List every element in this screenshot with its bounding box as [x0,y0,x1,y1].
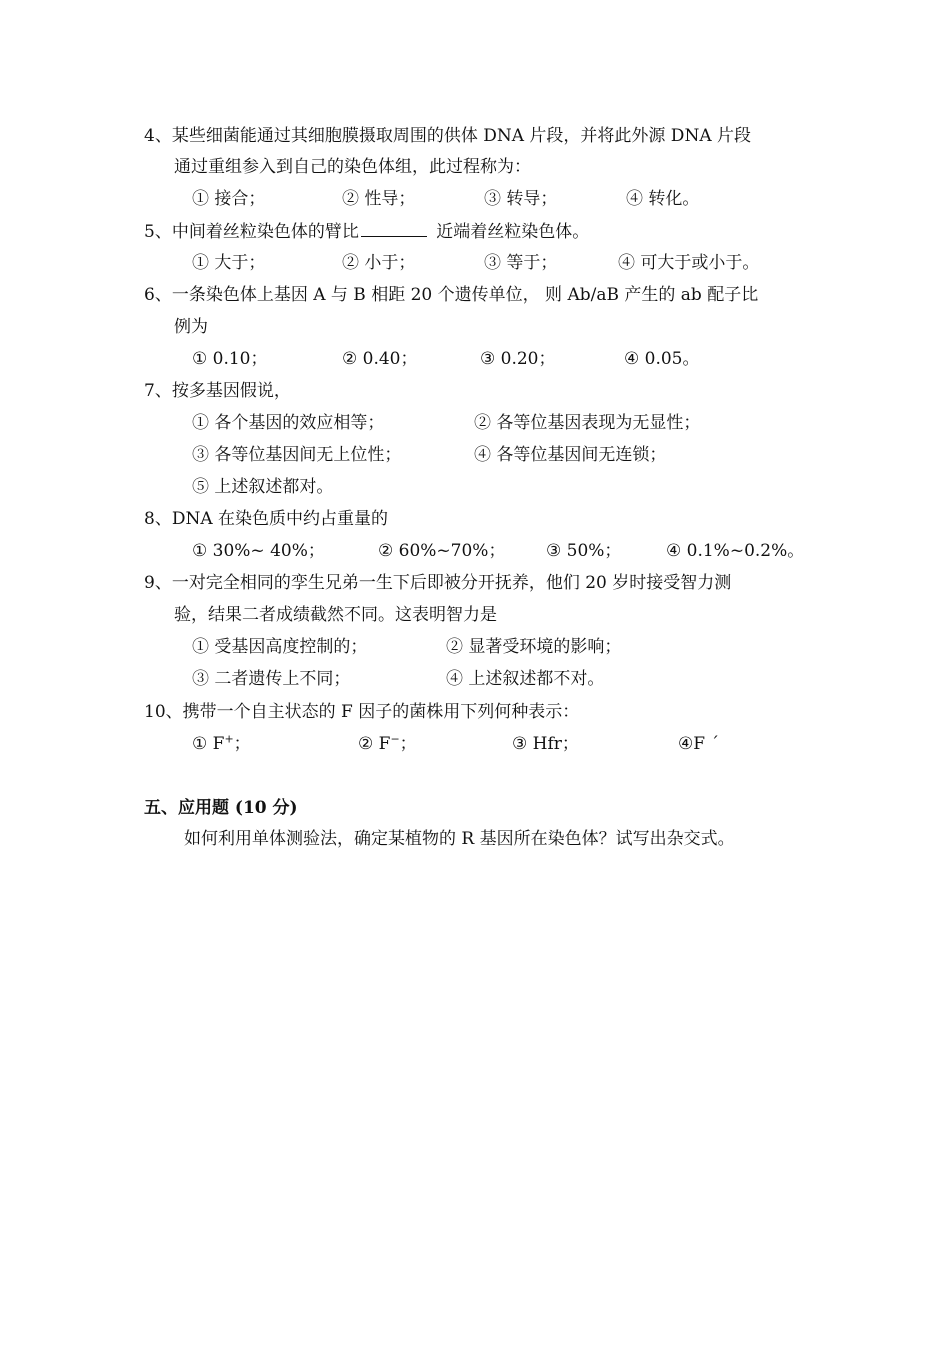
section-5-heading: 五、应用题 (10 分) [144,798,298,818]
question-6-stem-continued: 例为 [174,317,208,337]
question-4-stem: 4、某些细菌能通过其细胞膜摄取周围的供体 DNA 片段，并将此外源 DNA 片段 [144,126,751,146]
question-7-stem: 7、按多基因假说， [144,381,291,401]
option: ④ 0.05。 [624,349,700,369]
option: ② 0.40； [342,349,418,369]
option: ① 大于； [192,253,266,273]
question-7-options-row-2 [192,443,832,467]
option: ③ 等于； [484,253,558,273]
option: ③ 转导； [484,189,558,209]
option [678,732,719,756]
question-9-options-row-1 [192,635,832,659]
option: ③ 0.20； [480,349,556,369]
option-superscript: − [390,732,400,746]
question-9-stem-continued: 验，结果二者成绩截然不同。这表明智力是 [174,605,497,625]
question-5-stem-part-b: 近端着丝粒染色体。 [430,222,590,242]
question-4-stem-continued: 通过重组参入到自己的染色体组，此过程称为： [174,157,531,177]
option: ④ 各等位基因间无连锁； [474,445,667,465]
option [192,732,251,756]
option [512,732,579,756]
option: ② 各等位基因表现为无显性； [474,413,701,433]
option-superscript: + [224,732,234,746]
question-5-stem-part-a: 5、中间着丝粒染色体的臂比 [144,222,359,242]
question-6-options [192,347,832,371]
option: ③ 二者遗传上不同； [192,669,351,689]
option: ④ 0.1%~0.2%。 [666,541,805,561]
option-text: ③ Hfr； [512,734,579,754]
question-8-options [192,539,832,563]
option: ① 30%~ 40%； [192,541,325,561]
question-7-options-row-3 [192,475,832,499]
question-4-options [192,187,832,211]
question-8-stem: 8、DNA 在染色质中约占重量的 [144,509,389,529]
option-text: ② F [358,734,391,754]
option: ① 受基因高度控制的； [192,637,368,657]
option: ① 接合； [192,189,266,209]
option: ② 性导； [342,189,416,209]
question-10-stem: 10、携带一个自主状态的 F 因子的菌株用下列何种表示： [144,702,580,722]
option: ② 60%~70%； [378,541,506,561]
question-9-stem: 9、一对完全相同的孪生兄弟一生下后即被分开抚养，他们 20 岁时接受智力测 [144,573,732,593]
option: ③ 各等位基因间无上位性； [192,445,402,465]
option-suffix: ； [399,734,417,754]
answer-blank [361,219,427,237]
option: ⑤ 上述叙述都对。 [192,477,334,497]
option [358,732,417,756]
option-text: ① F [192,734,225,754]
option: ② 小于； [342,253,416,273]
option: ③ 50%； [546,541,622,561]
question-5-stem [144,219,589,244]
option-text: ④F ´ [678,734,719,754]
option: ④ 可大于或小于。 [618,253,760,273]
option: ① 各个基因的效应相等； [192,413,385,433]
question-6-stem: 6、一条染色体上基因 A 与 B 相距 20 个遗传单位， 则 Ab/aB 产生的 ab 配子比 [144,285,759,305]
option: ① 0.10； [192,349,268,369]
option: ④ 上述叙述都不对。 [446,669,605,689]
question-5-options [192,251,832,275]
option-suffix: ； [233,734,251,754]
question-9-options-row-2 [192,667,832,691]
question-10-options [192,732,832,756]
option: ② 显著受环境的影响； [446,637,622,657]
question-7-options-row-1 [192,411,832,435]
section-5-question: 如何利用单体测验法，确定某植物的 R 基因所在染色体？试写出杂交式。 [184,829,735,849]
option: ④ 转化。 [626,189,700,209]
